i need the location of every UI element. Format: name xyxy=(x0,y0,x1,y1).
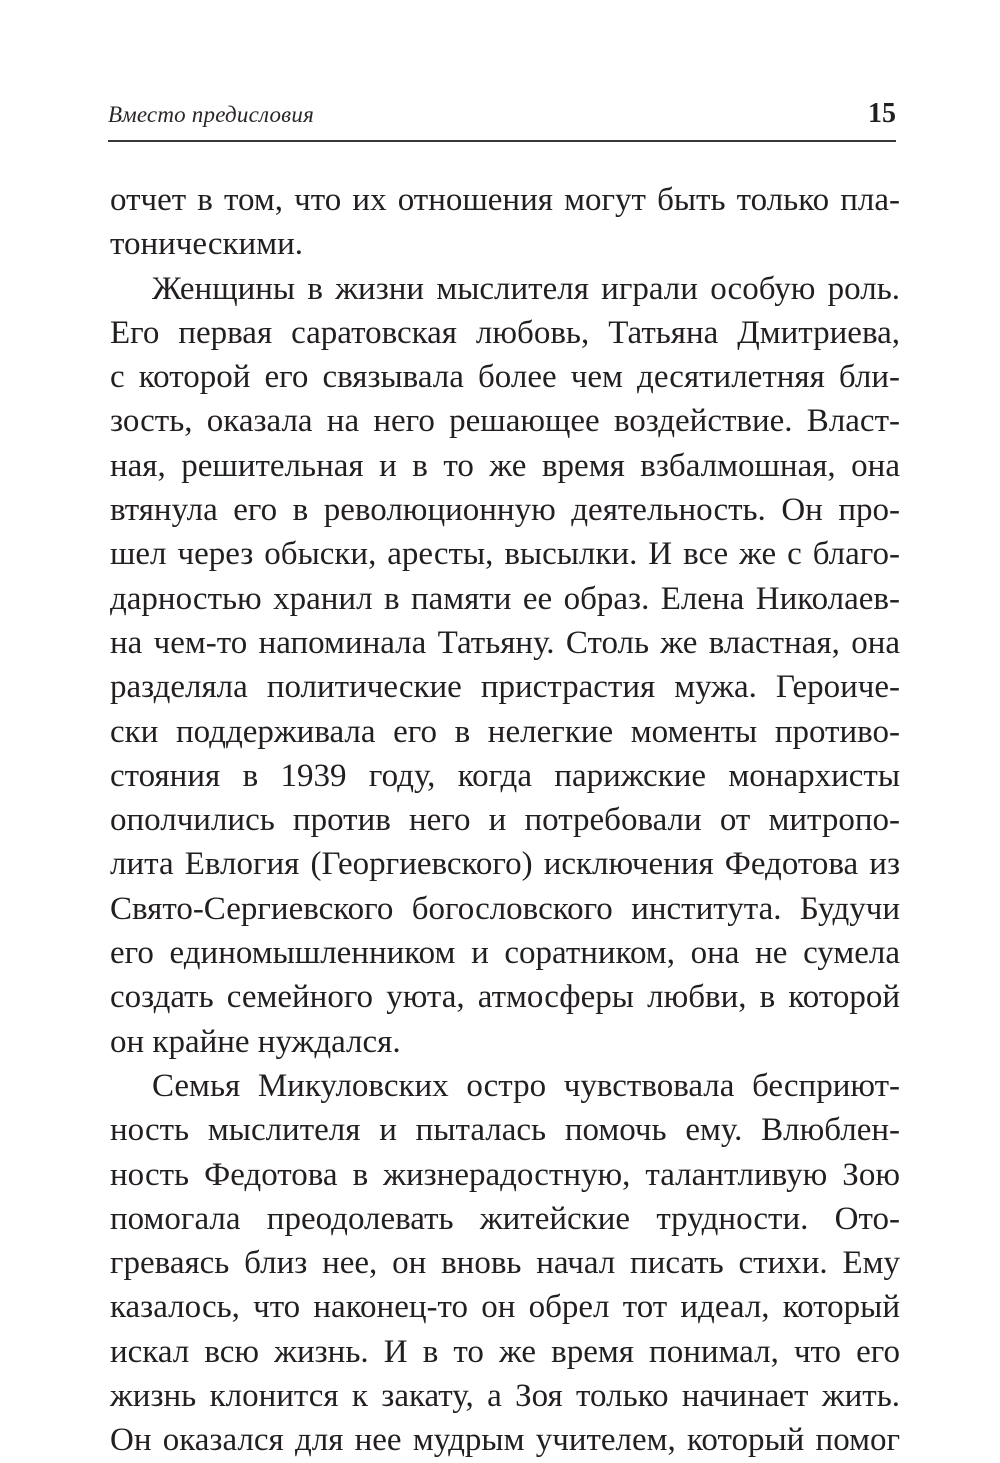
section-title: Вместо предисловия xyxy=(108,102,314,127)
text-line: на чем-то напоминала Татьяну. Столь же властная, она xyxy=(110,624,900,661)
text-line: с которой его связывала более чем десятилетняя бли- xyxy=(110,359,900,396)
text-line: его единомышленником и соратником, она не сумела xyxy=(110,935,900,972)
body-text xyxy=(110,178,900,1463)
text-line: втянула его в революционную деятельность. Он про- xyxy=(110,492,900,529)
header-rule xyxy=(108,140,896,142)
text-line: создать семейного уюта, атмосферы любви, в которой xyxy=(110,979,900,1016)
text-line: ность мыслителя и пыталась помочь ему. Влюблен- xyxy=(110,1112,900,1149)
text-line: ски поддерживала его в нелегкие моменты противо- xyxy=(110,713,900,750)
text-line: Семья Микуловских остро чувствовала бесприют- xyxy=(152,1067,900,1104)
text-line: он крайне нуждался. xyxy=(110,1023,401,1060)
text-line: разделяла политические пристрастия мужа. Героиче- xyxy=(110,669,900,706)
text-line: стояния в 1939 году, когда парижские монархисты xyxy=(110,757,900,794)
text-line: ность Федотова в жизнерадостную, талантливую Зою xyxy=(110,1156,900,1193)
text-line: лита Евлогия (Георгиевского) исключения Федотова из xyxy=(110,846,900,883)
text-line: дарностью хранил в памяти ее образ. Елена Николаев- xyxy=(110,580,900,617)
text-line: шел через обыски, аресты, высылки. И все же с благо- xyxy=(110,536,900,573)
text-line: отчет в том, что их отношения могут быть только пла- xyxy=(110,182,900,218)
text-line: Женщины в жизни мыслителя играли особую роль. xyxy=(152,270,900,307)
text-line: помогала преодолевать житейские трудности. Ото- xyxy=(110,1200,900,1237)
text-line: искал всю жизнь. И в то же время понимал, что его xyxy=(110,1333,900,1370)
text-line: Его первая саратовская любовь, Татьяна Дмитриева, xyxy=(110,314,900,351)
text-line: греваясь близ нее, он вновь начал писать стихи. Ему xyxy=(110,1245,900,1282)
text-line: зость, оказала на него решающее воздействие. Власт- xyxy=(110,403,900,440)
text-line: казалось, что наконец-то он обрел тот идеал, который xyxy=(110,1289,900,1326)
text-line: Он оказался для нее мудрым учителем, который помог xyxy=(110,1422,900,1459)
text-line: ополчились против него и потребовали от митропо- xyxy=(110,802,900,839)
running-head xyxy=(108,98,896,134)
text-line: жизнь клонится к закату, а Зоя только начинает жить. xyxy=(110,1378,900,1415)
text-line: Свято-Сергиевского богословского института. Будучи xyxy=(110,890,900,927)
text-line: ная, решительная и в то же время взбалмошная, она xyxy=(110,447,900,484)
page-number: 15 xyxy=(868,98,896,129)
text-line: тоническими. xyxy=(110,226,304,263)
